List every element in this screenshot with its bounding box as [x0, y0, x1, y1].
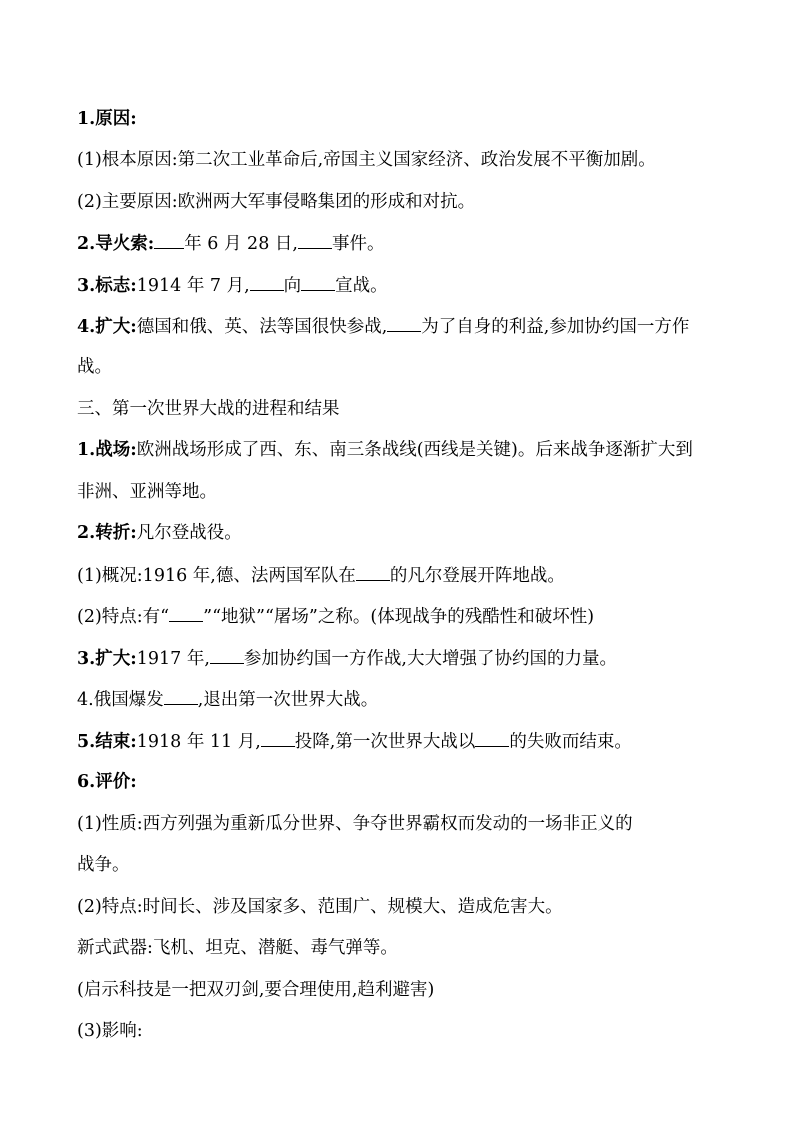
feature-line	[77, 603, 754, 629]
end-line	[77, 728, 754, 754]
section-three-heading: 三、第一次世界大战的进程和结果	[77, 399, 340, 419]
fuse-label: 2.导火索:	[77, 234, 155, 254]
sign-text-c: 宣战。	[335, 276, 388, 296]
nature-line-2: 战争。	[77, 855, 130, 875]
sign-line	[77, 272, 754, 298]
fuse-text-b: 事件。	[331, 234, 385, 254]
blank-usa[interactable]	[210, 645, 244, 664]
expand-text-b: 为了自身的利益,参加协约国一方作	[421, 317, 690, 337]
blank-year[interactable]	[154, 230, 184, 249]
weapons-line: 新式武器:飞机、坦克、潜艇、毒气弹等。	[77, 938, 398, 958]
main-cause-line: (2)主要原因:欧洲两大军事侵略集团的形成和对抗。	[77, 192, 476, 212]
blank-surrender[interactable]	[261, 728, 295, 747]
expand-text-a: 德国和俄、英、法等国很快参战,	[136, 317, 388, 337]
end-text-b: 投降,第一次世界大战以	[294, 732, 476, 752]
russia-text-a: 4.俄国爆发	[77, 690, 164, 710]
turning-label: 2.转折:	[77, 523, 137, 543]
blank-country[interactable]	[387, 313, 421, 332]
battlefield-line-2: 非洲、亚洲等地。	[77, 482, 217, 502]
overview-line	[77, 562, 754, 588]
blank-year-1916[interactable]	[356, 562, 390, 581]
sign-text-a: 1914 年 7 月,	[136, 276, 250, 296]
expand2-label: 3.扩大:	[77, 649, 137, 669]
fuse-line	[77, 230, 754, 256]
features-line: (2)特点:时间长、涉及国家多、范围广、规模大、造成危害大。	[77, 897, 563, 917]
fuse-text-a: 年 6 月 28 日,	[184, 234, 298, 254]
blank-target[interactable]	[301, 272, 335, 291]
expand2-line	[77, 645, 754, 671]
battlefield-line	[77, 437, 754, 463]
overview-text-b: 的凡尔登展开阵地战。	[389, 566, 565, 586]
impact-line: (3)影响:	[77, 1021, 143, 1041]
battlefield-label: 1.战场:	[77, 440, 137, 460]
insight-line: (启示科技是一把双刃剑,要合理使用,趋利避害)	[77, 980, 435, 1000]
battlefield-text: 欧洲战场形成了西、东、南三条战线(西线是关键)。后来战争逐渐扩大到	[136, 440, 693, 460]
blank-nickname[interactable]	[169, 603, 203, 622]
feature-text-b: ”“地狱”“屠场”之称。(体现战争的残酷性和破坏性)	[203, 607, 595, 627]
end-text-c: 的失败而结束。	[509, 732, 632, 752]
expand2-text-b: 参加协约国一方作战,大大增强了协约国的力量。	[243, 649, 617, 669]
nature-line: (1)性质:西方列强为重新瓜分世界、争夺世界霸权而发动的一场非正义的	[77, 814, 633, 834]
expand-line	[77, 313, 754, 339]
sign-label: 3.标志:	[77, 276, 137, 296]
expand-label: 4.扩大:	[77, 317, 137, 337]
russia-line	[77, 686, 754, 712]
expand2-text-a: 1917 年,	[136, 649, 210, 669]
end-label: 5.结束:	[77, 732, 137, 752]
overview-text-a: (1)概况:1916 年,德、法两国军队在	[77, 566, 356, 586]
feature-text-a: (2)特点:有“	[77, 607, 170, 627]
blank-attacker[interactable]	[250, 272, 284, 291]
expand-line-2: 战。	[77, 357, 112, 377]
blank-revolution[interactable]	[164, 686, 198, 705]
end-text-a: 1918 年 11 月,	[136, 732, 261, 752]
turning-line	[77, 520, 754, 546]
blank-loser[interactable]	[475, 728, 509, 747]
evaluation-heading: 6.评价:	[77, 772, 137, 792]
russia-text-b: ,退出第一次世界大战。	[197, 690, 379, 710]
cause-heading: 1.原因:	[77, 109, 137, 129]
blank-event[interactable]	[298, 230, 332, 249]
turning-text: 凡尔登战役。	[136, 523, 242, 543]
sign-text-b: 向	[283, 276, 302, 296]
root-cause-line: (1)根本原因:第二次工业革命后,帝国主义国家经济、政治发展不平衡加剧。	[77, 150, 656, 170]
